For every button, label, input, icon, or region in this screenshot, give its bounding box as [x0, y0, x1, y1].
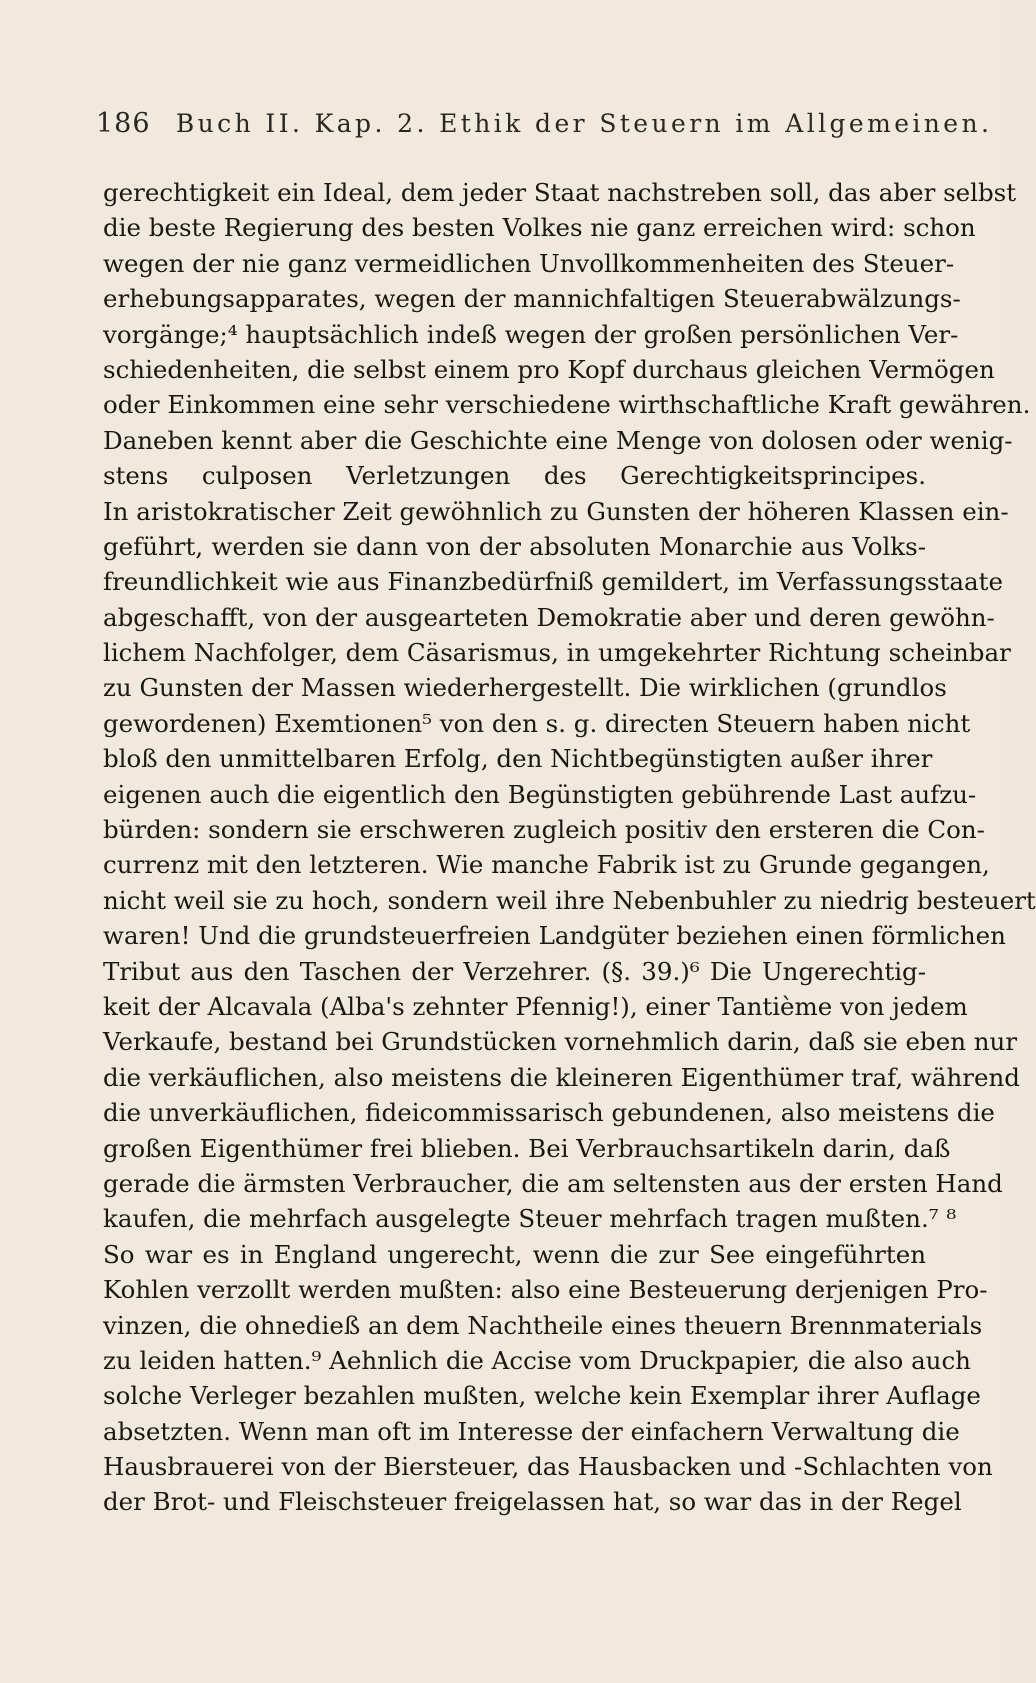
text-line: der Brot- und Fleischsteuer freigelassen hat, so war das in der Regel [103, 1487, 962, 1517]
text-line: eigenen auch die eigentlich den Begünstigten gebührende Last aufzu- [103, 779, 977, 809]
text-line: die unverkäuflichen, fideicommissarisch gebundenen, also meistens die [103, 1098, 995, 1128]
text-line: gerechtigkeit ein Ideal, dem jeder Staat nachstreben soll, das aber selbst [103, 178, 1017, 207]
text-line: lichem Nachfolger, dem Cäsarismus, in umgekehrter Richtung scheinbar [103, 638, 1011, 668]
text-line: die beste Regierung des besten Volkes nie ganz erreichen wird: schon [103, 213, 976, 243]
text-line: keit der Alcavala (Alba's zehnter Pfennig!), einer Tantième von jedem [103, 991, 968, 1021]
text-line: currenz mit den letzteren. Wie manche Fabrik ist zu Grunde gegangen, [103, 850, 990, 880]
text-line: zu leiden hatten.⁹ Aehnlich die Accise vom Druckpapier, die also auch [103, 1345, 971, 1375]
text-line: abgeschafft, von der ausgearteten Demokratie aber und deren gewöhn- [103, 602, 995, 632]
text-line: So war es in England ungerecht, wenn die zur See eingeführten [103, 1239, 926, 1269]
text-line: Tribut aus den Taschen der Verzehrer. (§. 39.)⁶ Die Ungerechtig- [103, 956, 926, 986]
text-line: gerade die ärmsten Verbraucher, die am seltensten aus der ersten Hand [103, 1168, 1003, 1198]
text-line: In aristokratischer Zeit gewöhnlich zu Gunsten der höheren Klassen ein- [103, 496, 1009, 526]
text-line: schiedenheiten, die selbst einem pro Kopf durchaus gleichen Vermögen [103, 354, 995, 384]
text-line: erhebungsapparates, wegen der mannichfaltigen Steuerabwälzungs- [103, 284, 961, 314]
text-line: vorgänge;⁴ hauptsächlich indeß wegen der großen persönlichen Ver- [103, 319, 959, 349]
text-line: die verkäuflichen, also meistens die kleineren Eigenthümer traf, während [103, 1062, 1020, 1092]
text-line: oder Einkommen eine sehr verschiedene wirthschaftliche Kraft gewähren. [103, 390, 1031, 420]
text-line: großen Eigenthümer frei blieben. Bei Verbrauchsartikeln darin, daß [103, 1133, 951, 1163]
text-line: Kohlen verzollt werden mußten: also eine Besteuerung derjenigen Pro- [103, 1275, 988, 1305]
text-line: vinzen, die ohnedieß an dem Nachtheile eines theuern Brennmaterials [103, 1310, 983, 1340]
text-line: bürden: sondern sie erschweren zugleich positiv den ersteren die Con- [103, 815, 985, 845]
text-line: gewordenen) Exemtionen⁵ von den s. g. directen Steuern haben nicht [103, 708, 971, 738]
text-line: bloß den unmittelbaren Erfolg, den Nichtbegünstigten außer ihrer [103, 744, 933, 774]
text-line: freundlichkeit wie aus Finanzbedürfniß gemildert, im Verfassungsstaate [103, 567, 1003, 597]
text-line: nicht weil sie zu hoch, sondern weil ihre Nebenbuhler zu niedrig besteuert [103, 885, 1036, 915]
text-line: Daneben kennt aber die Geschichte eine Menge von dolosen oder wenig- [103, 425, 1013, 455]
text-line: stens culposen Verletzungen des Gerechtigkeitsprincipes. [103, 461, 926, 491]
text-line: waren! Und die grundsteuerfreien Landgüter beziehen einen förmlichen [103, 921, 1006, 951]
body-text [103, 175, 1036, 1520]
text-line: solche Verleger bezahlen mußten, welche kein Exemplar ihrer Auflage [103, 1381, 981, 1411]
text-line: Hausbrauerei von der Biersteuer, das Hausbacken und -Schlachten von [103, 1452, 993, 1482]
running-header [96, 108, 993, 142]
text-line: absetzten. Wenn man oft im Interesse der einfachern Verwaltung die [103, 1416, 960, 1446]
running-title: Buch II. Kap. 2. Ethik der Steuern im Allgemeinen. [175, 109, 993, 138]
text-line: Verkaufe, bestand bei Grundstücken vornehmlich darin, daß sie eben nur [103, 1027, 1018, 1057]
text-line: geführt, werden sie dann von der absoluten Monarchie aus Volks- [103, 531, 926, 561]
text-line: wegen der nie ganz vermeidlichen Unvollkommenheiten des Steuer- [103, 248, 955, 278]
page-number: 186 [96, 108, 151, 139]
text-line: zu Gunsten der Massen wiederhergestellt. Die wirklichen (grundlos [103, 673, 947, 703]
text-line: kaufen, die mehrfach ausgelegte Steuer mehrfach tragen mußten.⁷ ⁸ [103, 1204, 957, 1234]
